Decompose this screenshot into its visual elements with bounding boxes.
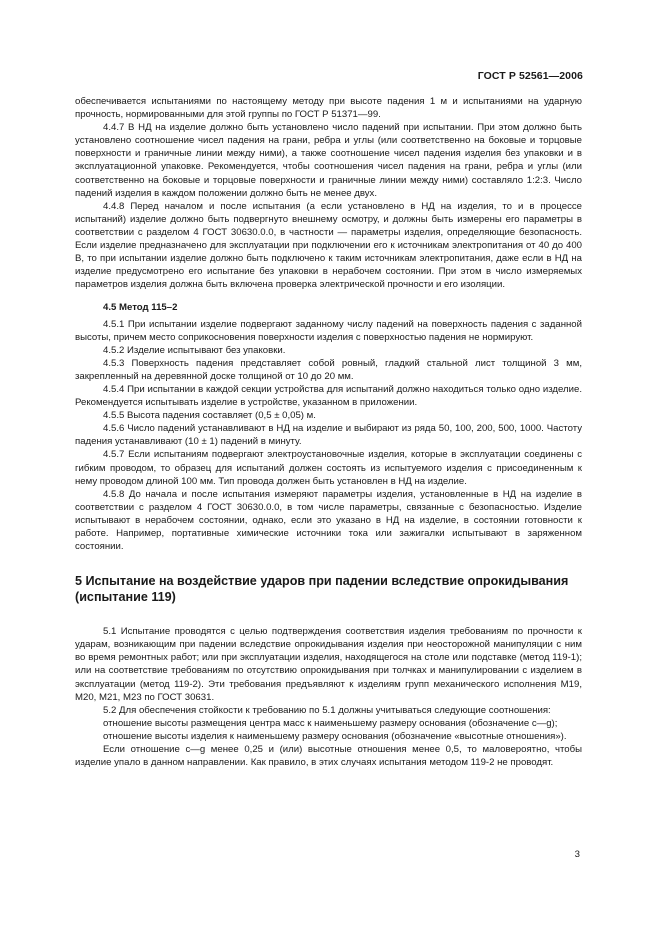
paragraph-4-5-2: 4.5.2 Изделие испытывают без упаковки. bbox=[103, 344, 286, 356]
list-item: отношение высоты изделия к наименьшему размеру основания (обозначение «высотные отношения»). bbox=[103, 730, 567, 742]
paragraph-4-5-1: 4.5.1 При испытании изделие подвергают заданному числу падений на поверхность падения с заданной высоты, причем место соприкосновения поверхности изделия с поверхностью падения не нормируют. bbox=[75, 318, 582, 343]
paragraph: Если отношение c—g менее 0,25 и (или) высотные отношения менее 0,5, то маловероятно, чтобы изделие упало в данном направлении. Как правило, в этих случаях испытания методом 119-2 не проводят. bbox=[75, 744, 582, 769]
subsection-heading-4-5: 4.5 Метод 115–2 bbox=[103, 302, 178, 314]
paragraph-4-5-4: 4.5.4 При испытании в каждой секции устройства для испытаний должно находиться только одно изделие. Рекомендуется испытывать изделие в устройстве, указанном в приложении. bbox=[75, 383, 582, 409]
paragraph-5-2: 5.2 Для обеспечения стойкости к требованию по 5.1 должны учитываться следующие соотношения: bbox=[103, 704, 551, 716]
section-heading-5: 5 Испытание на воздействие ударов при падении вследствие опрокидывания (испытание 119) bbox=[75, 574, 569, 605]
paragraph-5-1: 5.1 Испытание проводятся с целью подтверждения соответствия изделия требованиям по прочности к ударам, возникающим при падении вследствие опрокидывания изделия при неосторожной манипуляции с ним во время ремонтных работ; или при эксплуатации изделия, находящегося на столе или подставке (метод 119-1); или на соответствие требованиям по отсутствию опрокидывания при толчках и манипулировании с изделием в эксплуатации (метод 119-2). Эти требования предъявляют к изделиям групп механического исполнения М19, М20, М21, М23 по ГОСТ 30631. bbox=[75, 626, 582, 703]
paragraph-4-5-7: 4.5.7 Если испытаниям подвергают электроустановочные изделия, которые в эксплуатации соединены с гибким проводом, то образец для испытаний должен состоять из испытуемого изделия с присоединенным к нему проводом длиной 100 мм. Тип провода должен быть установлен в НД на изделие. bbox=[75, 449, 582, 487]
document-body bbox=[75, 95, 582, 769]
document-id: ГОСТ Р 52561—2006 bbox=[477, 70, 583, 82]
paragraph-4-5-3: 4.5.3 Поверхность падения представляет собой ровный, гладкий стальной лист толщиной 3 мм, закрепленный на деревянной доске толщиной от 10 до 20 мм. bbox=[75, 357, 582, 382]
paragraph-4-4-8: 4.4.8 Перед началом и после испытания (а если установлено в НД на изделия, то и в процессе испытаний) изделие должно быть подвергнуто внешнему осмотру, и должны быть измерены его параметры в соответствии с разделом 4 ГОСТ 30630.0.0, в частности — параметры изделия, определяющие безопасность. Если изделие предназначено для эксплуатации при подключении его к источникам электропитания от 40 до 400 В, то при испытании изделие должно быть подключено к таким источникам электропитания, даже если в НД на изделие предусмотрено его испытание без упаковки в нерабочем состоянии. При этом в число измеряемых параметров изделия должна быть включена проверка электрической прочности и его изоляции. bbox=[75, 200, 582, 291]
list-item: отношение высоты размещения центра масс к наименьшему размеру основания (обозначение c—g); bbox=[103, 717, 558, 729]
paragraph-4-5-6: 4.5.6 Число падений устанавливают в НД на изделие и выбирают из ряда 50, 100, 200, 500, 1000. Частоту падения устанавливают (10 ± 1) падений в минуту. bbox=[75, 423, 582, 448]
paragraph-4-5-5: 4.5.5 Высота падения составляет (0,5 ± 0,05) м. bbox=[103, 410, 316, 422]
paragraph-4-4-7: 4.4.7 В НД на изделие должно быть установлено число падений при испытании. При этом должно быть установлено соотношение чисел падения на грани, ребра и углы (или соответственно на боковые и торцовые поверхности и граничные линии между ними), а также соотношение чисел падения изделия без упаковки и в эксплуатационной упаковке. Рекомендуется, чтобы соотношения чисел падения на грани, ребра и углы (или соответственно на боковые и торцовые поверхности и граничные линии между ними) составляло 1:2:3. Число падений изделия в каждом положении должно быть не менее двух. bbox=[75, 122, 582, 199]
page-number: 3 bbox=[574, 849, 580, 860]
paragraph-4-5-8: 4.5.8 До начала и после испытания измеряют параметры изделия, установленные в НД на изделие в соответствии с разделом 4 ГОСТ 30630.0.0, в том числе параметры, связанные с безопасностью. Изделие испытывают в нерабочем состоянии, однако, если это указано в НД на изделие, в состоянии готовности к работе. Например, портативные химические источники тока или зажигалки испытывают в заряженном состоянии. bbox=[75, 488, 582, 553]
paragraph: обеспечивается испытаниями по настоящему методу при высоте падения 1 м и испытаниями на ударную прочность, нормированными для этой группы по ГОСТ Р 51371—99. bbox=[75, 96, 582, 121]
